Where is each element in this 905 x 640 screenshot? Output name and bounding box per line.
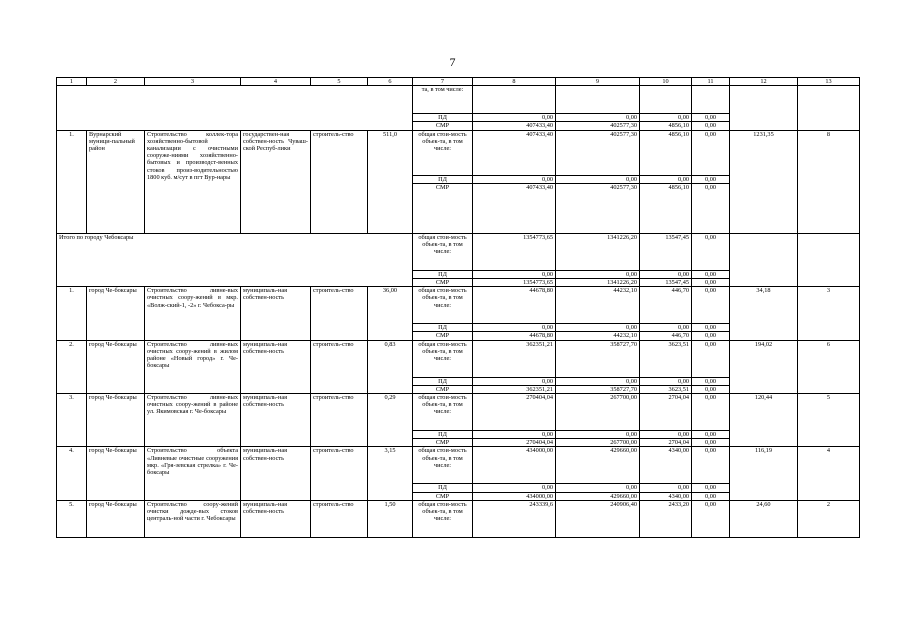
pd-label: ПД <box>413 270 473 278</box>
value-cell: 44232,10 <box>556 332 640 340</box>
col-header: 11 <box>692 78 730 86</box>
object-row <box>57 287 860 324</box>
value-cell: 3 <box>798 287 860 340</box>
empty-cell <box>730 86 798 130</box>
smr-label: СМР <box>413 183 473 233</box>
value-cell: 0,00 <box>473 431 556 439</box>
pd-label: ПД <box>413 324 473 332</box>
value-cell: 34,18 <box>730 287 798 340</box>
investment-table <box>56 77 860 538</box>
value-cell: 44678,80 <box>473 332 556 340</box>
value-cell: 407433,40 <box>473 122 556 130</box>
value-cell: 194,02 <box>730 340 798 393</box>
value-cell: 1354773,65 <box>473 279 556 287</box>
value-cell: 358727,70 <box>556 385 640 393</box>
value-cell: 429660,00 <box>556 447 640 484</box>
value-cell: 0,00 <box>556 114 640 122</box>
blank-cell <box>57 86 413 130</box>
col-header: 1 <box>57 78 87 86</box>
value-cell: 407433,40 <box>473 183 556 233</box>
value-cell: 0,00 <box>640 324 692 332</box>
cost-label: общая стои-мость объек-та, в том числе: <box>413 447 473 484</box>
cost-label: общая стои-мость объек-та, в том числе: <box>413 394 473 431</box>
cost-label: общая стои-мость объек-та, в том числе: <box>413 500 473 537</box>
col-header: 13 <box>798 78 860 86</box>
object-name: Строительство коллек-тора хозяйственно-бытовой канализации с очистными сооруже-ниями хозяйственно-бытовых и производст-венных стоков произ-водительностью 1800 куб. м/сут в пгт Вур-нары <box>145 130 241 233</box>
empty-cell <box>798 86 860 130</box>
value-cell: 0,00 <box>556 270 640 278</box>
object-name: Строительство ливне-вых очистных соору-жений в районе ул. Якимовская г. Че-боксары <box>145 394 241 447</box>
value-cell: 0,00 <box>556 324 640 332</box>
pd-label: ПД <box>413 431 473 439</box>
object-name: Строительство соору-жений очистки дожде-вых стоков централь-ной части г. Чебоксары <box>145 500 241 537</box>
value-cell: 4856,10 <box>640 183 692 233</box>
value-cell: 0,00 <box>692 500 730 537</box>
value-cell: 0,00 <box>692 377 730 385</box>
value-cell: 0,00 <box>692 324 730 332</box>
object-row <box>57 447 860 484</box>
work-type-cell: строитель-ство <box>311 287 368 340</box>
value-cell: 407433,40 <box>473 130 556 175</box>
cost-label: общая стои-мость объек-та, в том числе: <box>413 130 473 175</box>
capacity-cell: 0,29 <box>368 394 413 447</box>
value-cell: 0,00 <box>556 175 640 183</box>
work-type-cell: строитель-ство <box>311 500 368 537</box>
cost-label: общая стои-мость объек-та, в том числе: <box>413 287 473 324</box>
value-cell: 0,00 <box>692 340 730 377</box>
page-number: 7 <box>449 55 456 69</box>
col-header: 8 <box>473 78 556 86</box>
pd-label: ПД <box>413 377 473 385</box>
col-header: 9 <box>556 78 640 86</box>
cost-label: общая стои-мость объек-та, в том числе: <box>413 233 473 270</box>
value-cell: 0,00 <box>692 492 730 500</box>
empty-cell <box>556 86 640 114</box>
value-cell: 1341226,20 <box>556 233 640 270</box>
value-cell: 0,00 <box>692 183 730 233</box>
value-cell: 4340,00 <box>640 447 692 484</box>
smr-label: СМР <box>413 439 473 447</box>
ownership-cell: муниципаль-ная собствен-ность <box>241 340 311 393</box>
value-cell: 13547,45 <box>640 279 692 287</box>
pd-label: ПД <box>413 114 473 122</box>
smr-label: СМР <box>413 332 473 340</box>
value-cell: 0,00 <box>692 385 730 393</box>
value-cell: 267700,00 <box>556 394 640 431</box>
empty-cell <box>473 86 556 114</box>
empty-cell <box>730 233 798 286</box>
value-cell: 446,70 <box>640 332 692 340</box>
value-cell: 44678,80 <box>473 287 556 324</box>
col-header: 6 <box>368 78 413 86</box>
empty-cell <box>798 233 860 286</box>
object-row <box>57 500 860 537</box>
value-cell: 0,00 <box>692 447 730 484</box>
col-header: 7 <box>413 78 473 86</box>
value-cell: 0,00 <box>692 431 730 439</box>
smr-label: СМР <box>413 385 473 393</box>
value-cell: 0,00 <box>556 377 640 385</box>
value-cell: 270404,04 <box>473 394 556 431</box>
value-cell: 0,00 <box>692 130 730 175</box>
value-cell: 0,00 <box>692 279 730 287</box>
capacity-cell: 1,50 <box>368 500 413 537</box>
col-header: 5 <box>311 78 368 86</box>
ownership-cell: муниципаль-ная собствен-ность <box>241 287 311 340</box>
row-number: 1. <box>57 287 87 340</box>
object-name: Строительство ливне-вых очистных соору-жений в мкр. «Волж-ский-1, -2» г. Чебокса-ры <box>145 287 241 340</box>
value-cell: 446,70 <box>640 287 692 324</box>
area-cell: Вурнарский муници-пальный район <box>87 130 145 233</box>
value-cell: 402577,30 <box>556 122 640 130</box>
capacity-cell: 511,0 <box>368 130 413 233</box>
value-cell: 0,00 <box>640 114 692 122</box>
value-cell: 0,00 <box>692 287 730 324</box>
value-cell: 0,00 <box>473 270 556 278</box>
value-cell: 362351,21 <box>473 340 556 377</box>
empty-cell <box>692 86 730 114</box>
object-name: Строительство объекта «Ливневые очистные сооружения мкр. «Гря-зевская стрелка» г. Че-боксары <box>145 447 241 500</box>
value-cell: 4856,10 <box>640 130 692 175</box>
ownership-cell: муниципаль-ная собствен-ность <box>241 394 311 447</box>
value-cell: 24,60 <box>730 500 798 537</box>
value-cell: 0,00 <box>692 439 730 447</box>
area-cell: город Че-боксары <box>87 394 145 447</box>
value-cell: 358727,70 <box>556 340 640 377</box>
value-cell: 0,00 <box>692 332 730 340</box>
value-cell: 2 <box>798 500 860 537</box>
continuation-row <box>57 86 860 114</box>
value-cell: 267700,00 <box>556 439 640 447</box>
ownership-cell: муниципаль-ная собствен-ность <box>241 500 311 537</box>
col-header: 2 <box>87 78 145 86</box>
value-cell: 8 <box>798 130 860 233</box>
object-row <box>57 340 860 377</box>
row-number: 3. <box>57 394 87 447</box>
value-cell: 1231,35 <box>730 130 798 233</box>
row-number: 4. <box>57 447 87 500</box>
value-cell: 3623,51 <box>640 340 692 377</box>
value-cell: 0,00 <box>473 377 556 385</box>
value-cell: 270404,04 <box>473 439 556 447</box>
row-number: 1. <box>57 130 87 233</box>
capacity-cell: 3,15 <box>368 447 413 500</box>
col-header: 3 <box>145 78 241 86</box>
value-cell: 2704,04 <box>640 439 692 447</box>
smr-label: СМР <box>413 122 473 130</box>
value-cell: 0,00 <box>473 484 556 492</box>
smr-label: СМР <box>413 492 473 500</box>
work-type-cell: строитель-ство <box>311 447 368 500</box>
value-cell: 362351,21 <box>473 385 556 393</box>
value-cell: 4340,00 <box>640 492 692 500</box>
value-cell: 0,00 <box>556 431 640 439</box>
value-cell: 0,00 <box>692 122 730 130</box>
work-type-cell: строитель-ство <box>311 394 368 447</box>
value-cell: 0,00 <box>473 114 556 122</box>
area-cell: город Че-боксары <box>87 340 145 393</box>
value-cell: 116,19 <box>730 447 798 500</box>
value-cell: 0,00 <box>640 377 692 385</box>
value-cell: 3623,51 <box>640 385 692 393</box>
value-cell: 0,00 <box>692 175 730 183</box>
object-row <box>57 394 860 431</box>
value-cell: 6 <box>798 340 860 393</box>
object-row <box>57 130 860 175</box>
cost-label: общая стои-мость объек-та, в том числе: <box>413 340 473 377</box>
col-header: 10 <box>640 78 692 86</box>
value-cell: 402577,30 <box>556 183 640 233</box>
object-name: Строительство ливне-вых очистных соору-жений в жилом районе «Новый город» г. Че-боксары <box>145 340 241 393</box>
value-cell: 0,00 <box>692 484 730 492</box>
value-cell: 44232,10 <box>556 287 640 324</box>
capacity-cell: 0,83 <box>368 340 413 393</box>
column-header-row <box>57 78 860 86</box>
pd-label: ПД <box>413 175 473 183</box>
empty-cell <box>640 86 692 114</box>
value-cell: 0,00 <box>692 270 730 278</box>
ownership-cell: муниципаль-ная собствен-ность <box>241 447 311 500</box>
capacity-cell: 36,00 <box>368 287 413 340</box>
value-cell: 4 <box>798 447 860 500</box>
value-cell: 429660,00 <box>556 492 640 500</box>
value-cell: 1354773,65 <box>473 233 556 270</box>
value-cell: 0,00 <box>473 175 556 183</box>
work-type-cell: строитель-ство <box>311 340 368 393</box>
value-cell: 0,00 <box>640 270 692 278</box>
value-cell: 13547,45 <box>640 233 692 270</box>
work-type-cell: строитель-ство <box>311 130 368 233</box>
cost-label: та, в том числе: <box>413 86 473 114</box>
row-number: 5. <box>57 500 87 537</box>
value-cell: 434000,00 <box>473 447 556 484</box>
value-cell: 1341226,20 <box>556 279 640 287</box>
area-cell: город Че-боксары <box>87 500 145 537</box>
ownership-cell: государствен-ная собствен-ность Чуваш-ской Респуб-лики <box>241 130 311 233</box>
value-cell: 0,00 <box>692 114 730 122</box>
value-cell: 120,44 <box>730 394 798 447</box>
value-cell: 5 <box>798 394 860 447</box>
value-cell: 0,00 <box>640 431 692 439</box>
value-cell: 2433,20 <box>640 500 692 537</box>
total-label: Итого по городу Чебоксары <box>57 233 413 286</box>
value-cell: 4856,10 <box>640 122 692 130</box>
value-cell: 0,00 <box>640 175 692 183</box>
value-cell: 243339,6 <box>473 500 556 537</box>
col-header: 4 <box>241 78 311 86</box>
value-cell: 0,00 <box>473 324 556 332</box>
value-cell: 0,00 <box>692 233 730 270</box>
area-cell: город Че-боксары <box>87 447 145 500</box>
value-cell: 434000,00 <box>473 492 556 500</box>
value-cell: 0,00 <box>640 484 692 492</box>
area-cell: город Че-боксары <box>87 287 145 340</box>
total-row <box>57 233 860 270</box>
value-cell: 2704,04 <box>640 394 692 431</box>
value-cell: 0,00 <box>692 394 730 431</box>
pd-label: ПД <box>413 484 473 492</box>
row-number: 2. <box>57 340 87 393</box>
value-cell: 402577,30 <box>556 130 640 175</box>
smr-label: СМР <box>413 279 473 287</box>
value-cell: 0,00 <box>556 484 640 492</box>
value-cell: 240906,40 <box>556 500 640 537</box>
col-header: 12 <box>730 78 798 86</box>
